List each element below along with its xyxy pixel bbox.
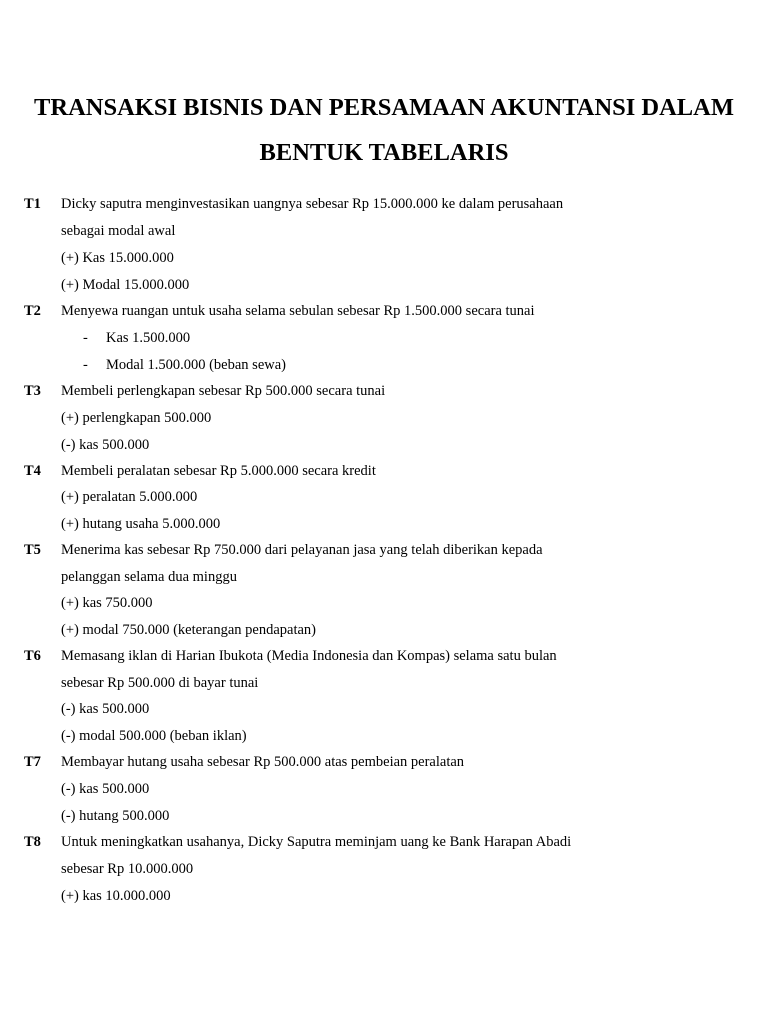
transaction-t8-entry: (+) kas 10.000.000 bbox=[61, 888, 171, 904]
transaction-t2-description: Menyewa ruangan untuk usaha selama sebulan sebesar Rp 1.500.000 secara tunai bbox=[61, 303, 535, 319]
transaction-t4-entry: (+) peralatan 5.000.000 bbox=[61, 489, 198, 505]
transaction-t2-entry: Modal 1.500.000 (beban sewa) bbox=[106, 357, 286, 373]
transaction-id-t6: T6 bbox=[24, 648, 41, 664]
bullet-dash-marker: - bbox=[83, 357, 88, 373]
transaction-t3-entry: (-) kas 500.000 bbox=[61, 437, 150, 453]
transaction-id-t5: T5 bbox=[24, 542, 41, 558]
transaction-id-t7: T7 bbox=[24, 754, 41, 770]
transaction-t6-entry: (-) modal 500.000 (beban iklan) bbox=[61, 728, 247, 744]
transaction-t6-entry: (-) kas 500.000 bbox=[61, 701, 150, 717]
transaction-t5-description: Menerima kas sebesar Rp 750.000 dari pelayanan jasa yang telah diberikan kepada bbox=[61, 542, 543, 558]
transaction-t7-entry: (-) hutang 500.000 bbox=[61, 808, 170, 824]
transaction-t6-description-cont: sebesar Rp 500.000 di bayar tunai bbox=[61, 675, 259, 691]
transaction-t6-description: Memasang iklan di Harian Ibukota (Media Indonesia dan Kompas) selama satu bulan bbox=[61, 648, 557, 664]
transaction-id-t8: T8 bbox=[24, 834, 41, 850]
transaction-t1-entry: (+) Modal 15.000.000 bbox=[61, 277, 190, 293]
transaction-t5-entry: (+) kas 750.000 bbox=[61, 595, 153, 611]
transaction-id-t3: T3 bbox=[24, 383, 41, 399]
document-title-line-1: TRANSAKSI BISNIS DAN PERSAMAAN AKUNTANSI DALAM bbox=[34, 94, 734, 121]
transaction-id-t2: T2 bbox=[24, 303, 41, 319]
transaction-t3-entry: (+) perlengkapan 500.000 bbox=[61, 410, 212, 426]
transaction-t5-description-cont: pelanggan selama dua minggu bbox=[61, 569, 237, 585]
transaction-t1-description: Dicky saputra menginvestasikan uangnya sebesar Rp 15.000.000 ke dalam perusahaan bbox=[61, 196, 564, 212]
transaction-t3-description: Membeli perlengkapan sebesar Rp 500.000 secara tunai bbox=[61, 383, 386, 399]
transaction-id-t1: T1 bbox=[24, 196, 41, 212]
transaction-t7-description: Membayar hutang usaha sebesar Rp 500.000 atas pembeian peralatan bbox=[61, 754, 465, 770]
transaction-t4-entry: (+) hutang usaha 5.000.000 bbox=[61, 516, 221, 532]
transaction-t8-description-cont: sebesar Rp 10.000.000 bbox=[61, 861, 194, 877]
transaction-t5-entry: (+) modal 750.000 (keterangan pendapatan) bbox=[61, 622, 316, 638]
transaction-t8-description: Untuk meningkatkan usahanya, Dicky Saputra meminjam uang ke Bank Harapan Abadi bbox=[61, 834, 572, 850]
transaction-t4-description: Membeli peralatan sebesar Rp 5.000.000 secara kredit bbox=[61, 463, 376, 479]
transaction-t7-entry: (-) kas 500.000 bbox=[61, 781, 150, 797]
transaction-t2-entry: Kas 1.500.000 bbox=[106, 330, 191, 346]
bullet-dash-marker: - bbox=[83, 330, 88, 346]
transaction-id-t4: T4 bbox=[24, 463, 41, 479]
document-title-line-2: BENTUK TABELARIS bbox=[259, 139, 509, 166]
transaction-t1-entry: (+) Kas 15.000.000 bbox=[61, 250, 174, 266]
transaction-t1-description-cont: sebagai modal awal bbox=[61, 223, 176, 239]
